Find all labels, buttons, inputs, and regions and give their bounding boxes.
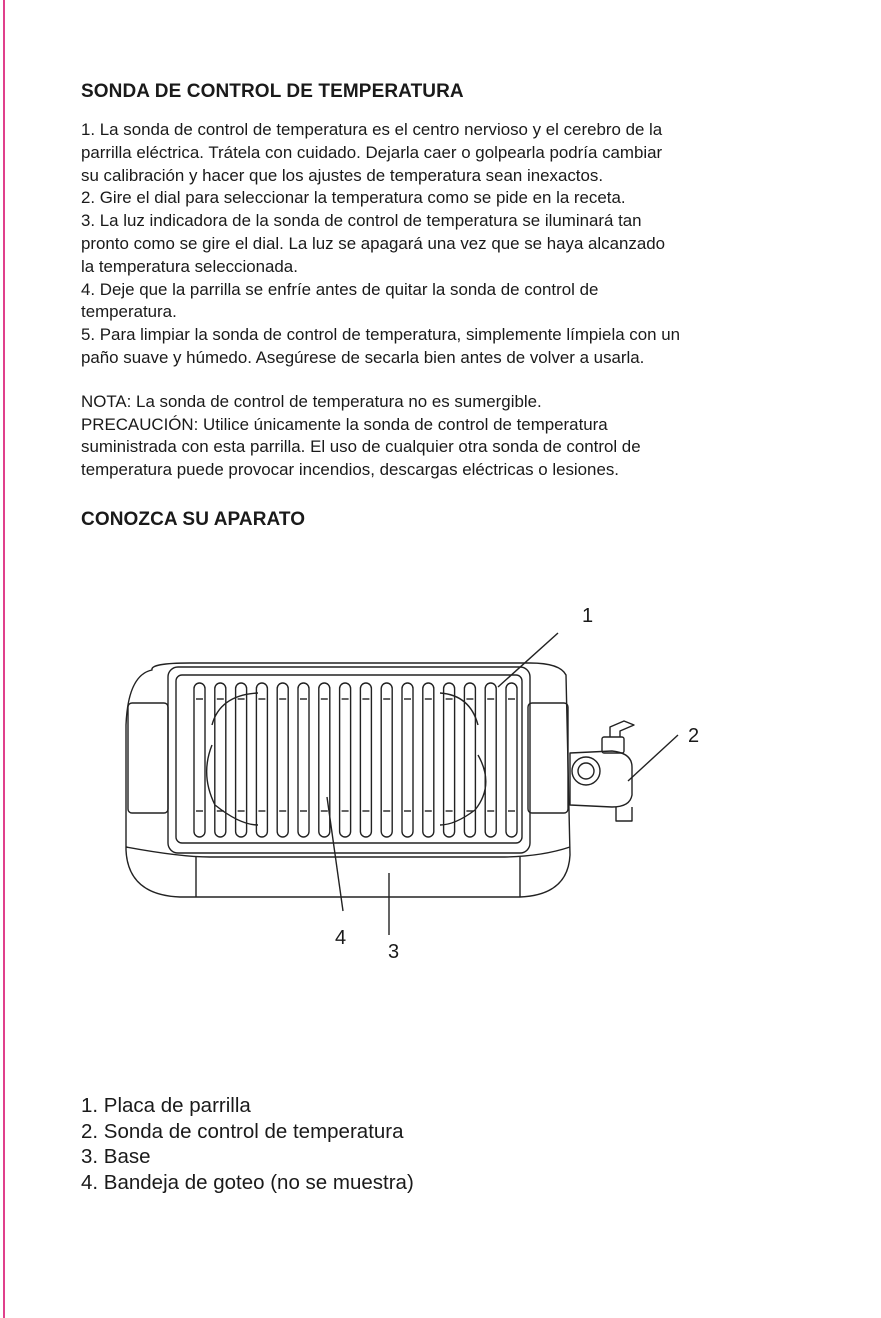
part-item-drip-tray: 4. Bandeja de goteo (no se muestra): [81, 1170, 414, 1194]
grill-bar: [277, 683, 288, 837]
grill-bar: [506, 683, 517, 837]
part-item-base: 3. Base: [81, 1145, 151, 1168]
grill-diagram: [0, 575, 881, 995]
grill-bar: [194, 683, 205, 837]
grill-bar: [485, 683, 496, 837]
callout-3: 3: [388, 941, 400, 963]
left-handle: [128, 703, 168, 813]
callout-2: 2: [688, 725, 700, 747]
instruction-line: 2. Gire el dial para seleccionar la temperatura como se pide en la receta.: [81, 188, 626, 208]
grill-bar: [319, 683, 330, 837]
heating-element-right-bottom: [440, 755, 486, 825]
grill-illustration: [0, 575, 881, 995]
document-body: [81, 80, 821, 532]
instruction-line: paño suave y húmedo. Asegúrese de secarla bien antes de volver a usarla.: [81, 347, 645, 367]
leader-line-1: [498, 633, 558, 687]
section-heading-know-your-appliance: CONOZCA SU APARATO: [81, 508, 306, 530]
grill-bar: [444, 683, 455, 837]
parts-list: [81, 1093, 414, 1195]
right-handle: [528, 703, 568, 813]
grill-bar: [298, 683, 309, 837]
instruction-line: 4. Deje que la parrilla se enfríe antes de quitar la sonda de control de: [81, 279, 599, 299]
base-outline: [126, 663, 570, 897]
notes-block: [81, 391, 821, 482]
instruction-line: la temperatura seleccionada.: [81, 256, 298, 276]
grill-bar: [236, 683, 247, 837]
instruction-line: 3. La luz indicadora de la sonda de control de temperatura se iluminará tan: [81, 211, 642, 231]
instruction-line: parrilla eléctrica. Trátela con cuidado. Dejarla caer o golpearla podría cambiar: [81, 142, 663, 162]
base-front-rim: [126, 847, 570, 857]
probe-instructions: [81, 119, 821, 370]
section-heading-temperature-probe: SONDA DE CONTROL DE TEMPERATURA: [81, 81, 464, 102]
leader-line-2: [628, 735, 678, 781]
note-line: NOTA: La sonda de control de temperatura no es sumergible.: [81, 391, 542, 411]
grill-plate-inner: [176, 675, 522, 843]
temperature-probe-drawing: [570, 721, 634, 821]
part-item-grill-plate: 1. Placa de parrilla: [81, 1094, 251, 1117]
instruction-line: 1. La sonda de control de temperatura es el centro nervioso y el cerebro de la: [81, 120, 663, 139]
grill-bar: [381, 683, 392, 837]
grill-bar: [215, 683, 226, 837]
leader-line-4: [327, 797, 343, 911]
instruction-line: temperatura.: [81, 302, 177, 322]
caution-line: suministrada con esta parrilla. El uso de cualquier otra sonda de control de: [81, 437, 641, 457]
instruction-line: pronto como se gire el dial. La luz se apagará una vez que se haya alcanzado: [81, 233, 666, 253]
caution-line: temperatura puede provocar incendios, descargas eléctricas o lesiones.: [81, 460, 619, 480]
heating-element-right: [440, 693, 478, 725]
grill-bar: [360, 683, 371, 837]
grill-bar: [423, 683, 434, 837]
grill-bar: [402, 683, 413, 837]
grill-bar: [340, 683, 351, 837]
callout-1: 1: [582, 605, 594, 627]
part-item-temperature-probe: 2. Sonda de control de temperatura: [81, 1119, 404, 1143]
caution-line: PRECAUCIÓN: Utilice únicamente la sonda de control de temperatura: [81, 414, 608, 434]
instruction-line: su calibración y hacer que los ajustes de temperatura sean inexactos.: [81, 165, 604, 185]
instruction-line: 5. Para limpiar la sonda de control de temperatura, simplemente límpiela con un: [81, 325, 680, 345]
grill-bar: [256, 683, 267, 837]
callout-4: 4: [335, 927, 347, 949]
